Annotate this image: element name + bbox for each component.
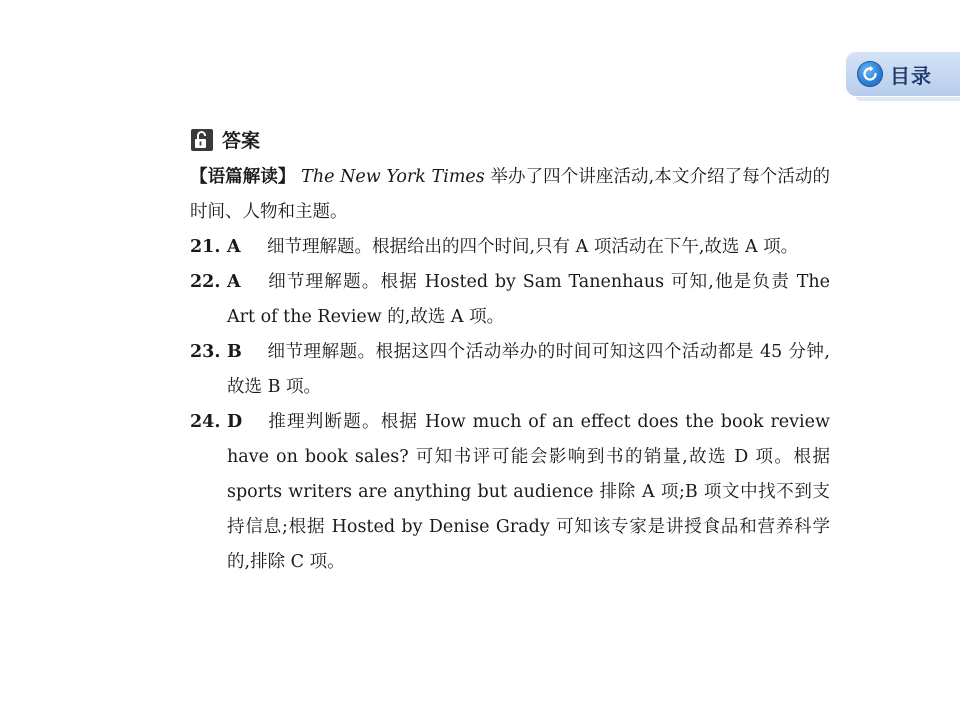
- item-number: 22.: [190, 272, 221, 292]
- item-explanation: 细节理解题。根据这四个活动举办的时间可知这四个活动都是 45 分钟,故选 B 项。: [227, 342, 830, 397]
- toc-label: 目录: [890, 63, 932, 88]
- refresh-circle-icon: [857, 61, 883, 87]
- answer-content: [190, 160, 830, 580]
- unlock-icon: [190, 128, 214, 152]
- answer-heading: [190, 126, 260, 153]
- item-answer: D: [227, 412, 243, 432]
- answer-item-23: [190, 335, 830, 405]
- intro-label: 【语篇解读】: [190, 167, 296, 187]
- item-explanation: 推理判断题。根据 How much of an effect does the book review have on book sales? 可知书评可能会影响到书的销量,故选 D 项。根据 sports writers are anything but audience 排除 A 项;B 项文中找不到支持信息;根据 Hosted by Denise Grady 可知该专家是讲授食品和营养科学的,排除 C 项。: [227, 412, 830, 572]
- item-number: 21.: [190, 237, 221, 257]
- item-explanation: 细节理解题。根据给出的四个时间,只有 A 项活动在下午,故选 A 项。: [267, 237, 799, 257]
- intro-publication: The New York Times: [301, 167, 485, 187]
- toc-button[interactable]: [846, 52, 960, 96]
- intro-paragraph: [190, 160, 830, 230]
- answer-item-24: [190, 405, 830, 580]
- answer-title: 答案: [222, 130, 261, 152]
- intro-text: 举办了四个讲座活动,本文介绍了每个活动的时间、人物和主题。: [190, 167, 831, 222]
- item-explanation: 细节理解题。根据 Hosted by Sam Tanenhaus 可知,他是负责 The Art of the Review 的,故选 A 项。: [227, 272, 830, 327]
- answer-item-21: [190, 230, 830, 265]
- answer-item-22: [190, 265, 830, 335]
- item-answer: B: [227, 342, 242, 362]
- item-answer: A: [227, 237, 241, 257]
- item-answer: A: [227, 272, 241, 292]
- item-number: 24.: [190, 412, 221, 432]
- item-number: 23.: [190, 342, 221, 362]
